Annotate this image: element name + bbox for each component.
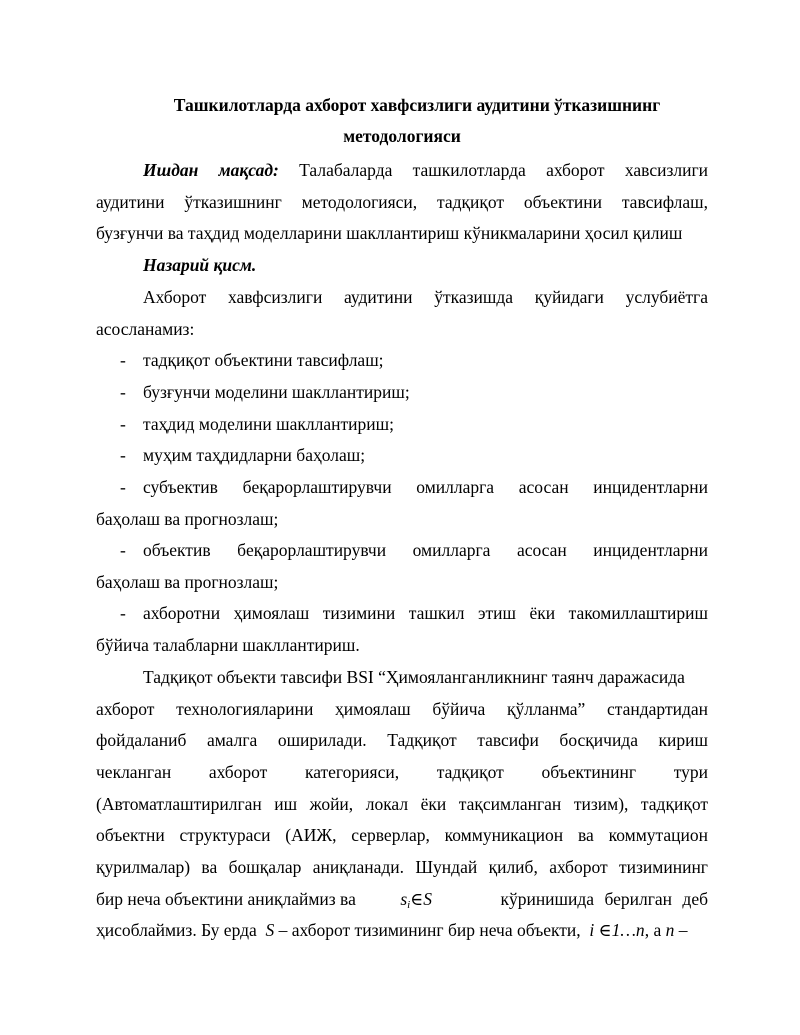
goal-line-2: аудитини ўтказишнинг методологияси, тадқиқот объектини тавсифлаш, <box>96 192 708 212</box>
para-line-8-end: кўринишида берилган деб <box>500 889 708 909</box>
theory-intro-line-1: Ахборот хавфсизлиги аудитини ўтказишда қуйидаги услубиётга <box>143 287 708 307</box>
para-line-1: Тадқиқот объекти тавсифи BSI “Ҳимояланганликнинг таянч даражасида <box>143 667 685 687</box>
para-line-9-end: – <box>678 920 688 940</box>
title-line-2: методологияси <box>343 126 461 146</box>
goal-line-3: бузғунчи ва таҳдид моделларини шакллантириш кўникмаларини ҳосил қилиш <box>96 223 683 243</box>
formula-s-in-S <box>394 887 432 911</box>
para-line-6: объектни структураси (АИЖ, серверлар, коммуникацион ва коммутацион <box>96 825 708 845</box>
list-item: субъектив бeқарорлаштирувчи омилларга асосан инцидентларни <box>143 477 708 497</box>
list-dash: - <box>120 540 126 560</box>
document-title <box>96 90 708 152</box>
list-item: ахборотни ҳимоялаш тизимини ташкил этиш ёки такомиллаштириш <box>143 603 708 623</box>
list-item: бузғунчи моделини шакллантириш; <box>143 382 410 402</box>
formula-s: s <box>400 889 408 909</box>
para-line-8-start: бир неча объектини аниқлаймиз ва <box>96 889 356 909</box>
list-item-continuation: бўйича талабларни шакллантириш. <box>96 635 360 655</box>
goal-label: Ишдан мақсад: <box>143 160 279 180</box>
list-dash: - <box>120 382 126 402</box>
formula-element-of: ∈ <box>410 889 424 909</box>
theory-intro-line-2: асосланамиз: <box>96 319 195 339</box>
para-line-9-comma: , а <box>644 920 662 940</box>
list-item: объектив бeқарорлаштирувчи омилларга асосан инцидентларни <box>143 540 708 560</box>
theory-heading: Назарий қисм. <box>143 255 257 275</box>
formula-sub-i: i <box>407 899 411 911</box>
goal-line-1 <box>143 158 708 182</box>
list-dash: - <box>120 477 126 497</box>
para-line-9 <box>96 918 708 942</box>
para-line-4: чекланган ахборот категорияси, тадқиқот объектининг тури <box>96 762 708 782</box>
formula-S: S <box>265 920 275 940</box>
list-item: муҳим таҳдидларни баҳолаш; <box>143 445 366 465</box>
para-line-8 <box>96 887 708 911</box>
formula-i-range: i ∈1…n <box>589 920 645 940</box>
para-line-9-start: ҳисоблаймиз. Бу ерда <box>96 920 257 940</box>
para-line-7: қурилмалар) ва бошқалар аниқланади. Шундай қилиб, ахборот тизимининг <box>96 857 708 877</box>
list-dash: - <box>120 445 126 465</box>
title-line-1: Ташкилотларда ахборот хавфсизлиги аудитини ўтказишнинг <box>173 95 661 115</box>
list-item: тадқиқот объектини тавсифлаш; <box>143 350 384 370</box>
list-item: таҳдид моделини шакллантириш; <box>143 414 394 434</box>
para-line-5: (Автоматлаштирилган иш жойи, локал ёки тақсимланган тизим), тадқиқот <box>96 794 708 814</box>
list-dash: - <box>120 350 126 370</box>
para-line-2: ахборот технологияларини ҳимоялаш бўйича қўлланма” стандартидан <box>96 699 708 719</box>
para-line-9-mid: – ахборот тизимининг бир неча объекти, <box>278 920 581 940</box>
para-line-3: фойдаланиб амалга оширилади. Тадқиқот тавсифи босқичида кириш <box>96 730 708 750</box>
formula-n: n <box>665 920 675 940</box>
list-dash: - <box>120 414 126 434</box>
list-item-continuation: баҳолаш ва прогнозлаш; <box>96 509 279 529</box>
formula-S: S <box>423 889 432 909</box>
list-dash: - <box>120 603 126 623</box>
list-item-continuation: баҳолаш ва прогнозлаш; <box>96 572 279 592</box>
goal-text-1: Талабаларда ташкилотларда ахборот хавсизлиги <box>299 160 709 180</box>
